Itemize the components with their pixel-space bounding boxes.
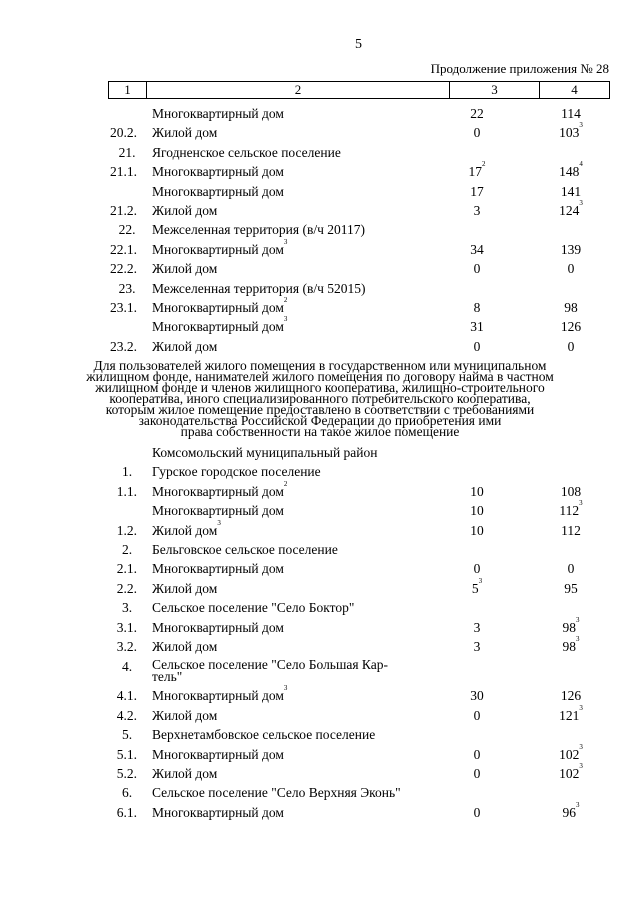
row-value-col4: 126 bbox=[560, 688, 582, 704]
row-value-col3: 0 bbox=[473, 765, 481, 781]
rows-part-2 bbox=[0, 443, 640, 822]
row-number: 6.1. bbox=[116, 804, 137, 820]
row-number: 2. bbox=[121, 542, 133, 558]
column-header-3: 3 bbox=[450, 82, 540, 99]
table-row bbox=[0, 237, 640, 259]
row-value-col3: 3 bbox=[473, 619, 481, 635]
table-row bbox=[0, 337, 640, 356]
row-number: 5. bbox=[121, 727, 133, 743]
row-value-col3-footnote: 2 bbox=[482, 160, 486, 169]
table-row bbox=[0, 783, 640, 802]
row-value-col4: 126 bbox=[560, 319, 582, 335]
row-number: 3.1. bbox=[116, 619, 137, 635]
table-row bbox=[0, 742, 640, 764]
table-row bbox=[0, 686, 640, 705]
row-name: Многоквартирный дом bbox=[152, 183, 284, 199]
table-row bbox=[0, 104, 640, 123]
rows-part-1 bbox=[0, 104, 640, 356]
section-heading-line: жилищном фонде, нанимателей жилого помещения по договору найма в частном bbox=[86, 369, 554, 385]
table-row bbox=[0, 123, 640, 142]
section-heading-line: жилищном фонде и членов жилищного кооператива, жилищно-строительного bbox=[95, 380, 545, 396]
row-number: 5.1. bbox=[116, 746, 137, 762]
row-name: Сельское поселение "Село Верхняя Эконь" bbox=[152, 785, 401, 801]
row-number: 1. bbox=[121, 464, 133, 480]
row-value-col3: 0 bbox=[473, 561, 481, 577]
row-name: Многоквартирный дом$^2$ bbox=[152, 295, 288, 315]
row-name: Жилой дом$^3$ bbox=[152, 518, 221, 538]
row-value-col4: $98^3$ bbox=[562, 634, 580, 654]
table-row bbox=[0, 182, 640, 201]
row-number: 2.1. bbox=[116, 561, 137, 577]
row-name-footnote: 3 bbox=[283, 315, 288, 324]
column-header-1: 1 bbox=[109, 82, 147, 99]
row-value-col4: $102^3$ bbox=[559, 761, 583, 781]
row-value-col3: 10 bbox=[470, 483, 484, 499]
continuation-label: Продолжение приложения № 28 bbox=[430, 61, 609, 76]
table-row bbox=[0, 576, 640, 598]
row-number: 22.1. bbox=[110, 241, 137, 257]
row-value-col4: 108 bbox=[560, 483, 582, 499]
row-name: Многоквартирный дом bbox=[152, 561, 284, 577]
row-value-col4-footnote: 3 bbox=[576, 634, 580, 643]
row-value-col3-footnote: 3 bbox=[478, 576, 483, 585]
row-name: Жилой дом bbox=[152, 338, 218, 354]
table-row bbox=[0, 198, 640, 220]
row-value-col4: 0 bbox=[567, 561, 575, 577]
table-row bbox=[0, 800, 640, 822]
row-number: 20.2. bbox=[110, 125, 137, 141]
table-row bbox=[0, 143, 640, 162]
row-name: Комсомольский муниципальный район bbox=[152, 445, 378, 461]
row-number: 21.2. bbox=[110, 202, 137, 218]
row-name: Жилой дом bbox=[152, 580, 218, 596]
table-row bbox=[0, 443, 640, 462]
row-number: 21. bbox=[118, 144, 136, 160]
row-name-footnote: 3 bbox=[217, 518, 221, 527]
table-row bbox=[0, 634, 640, 656]
table-row bbox=[0, 162, 640, 181]
row-number: 22. bbox=[118, 222, 136, 238]
row-name: Межселенная территория (в/ч 20117) bbox=[152, 222, 365, 238]
table-row bbox=[0, 725, 640, 744]
row-value-col3: 10 bbox=[470, 522, 484, 538]
row-name: Сельское поселение "Село Боктор" bbox=[152, 600, 355, 616]
row-value-col4-footnote: 3 bbox=[579, 742, 583, 751]
column-header-table bbox=[108, 81, 610, 99]
table-row bbox=[0, 656, 640, 686]
row-value-col3: 8 bbox=[473, 299, 481, 315]
row-name: Бельговское сельское поселение bbox=[152, 542, 338, 558]
row-value-col4: 139 bbox=[560, 241, 582, 257]
section-heading-line: права собственности на такое жилое помещение bbox=[180, 424, 460, 440]
row-value-col3: 0 bbox=[473, 261, 481, 277]
row-number: 21.1. bbox=[110, 164, 137, 180]
row-value-col4-footnote: 3 bbox=[576, 615, 580, 624]
table-row bbox=[0, 295, 640, 317]
row-value-col3: 3 bbox=[473, 638, 481, 654]
row-name: Гурское городское поселение bbox=[152, 464, 321, 480]
row-value-col4: 0 bbox=[567, 261, 575, 277]
row-value-col4-footnote: 3 bbox=[579, 761, 583, 770]
row-number: 4.2. bbox=[116, 707, 137, 723]
row-value-col3: 30 bbox=[470, 688, 484, 704]
section-heading-line: законодательства Российской Федерации до приобретения ими bbox=[138, 413, 502, 429]
row-name: Многоквартирный дом$^3$ bbox=[152, 237, 288, 257]
row-name: Жилой дом bbox=[152, 125, 218, 141]
column-header-2: 2 bbox=[147, 82, 450, 99]
section-heading-line: Для пользователей жилого помещения в государственном или муниципальном bbox=[93, 358, 547, 374]
section-heading-line: кооператива, иного специализированного потребительского кооператива, bbox=[109, 391, 531, 407]
row-name bbox=[152, 659, 422, 683]
row-number: 4. bbox=[121, 659, 133, 675]
row-number: 3.2. bbox=[116, 638, 137, 654]
row-name: Жилой дом bbox=[152, 261, 218, 277]
section-heading-line: которым жилое помещение предоставлено в соответствии с требованиями bbox=[105, 402, 535, 418]
row-value-col3: 0 bbox=[473, 804, 481, 820]
table-row bbox=[0, 220, 640, 239]
row-number: 23.2. bbox=[110, 338, 137, 354]
row-name: Многоквартирный дом bbox=[152, 619, 284, 635]
row-name-footnote: 2 bbox=[283, 479, 288, 488]
row-number: 1.2. bbox=[116, 522, 137, 538]
row-name: Многоквартирный дом bbox=[152, 106, 284, 121]
row-name: Жилой дом bbox=[152, 202, 218, 218]
row-value-col4: $148^4$ bbox=[559, 160, 583, 180]
row-value-col3: 0 bbox=[473, 338, 481, 354]
row-name: Многоквартирный дом bbox=[152, 164, 284, 180]
section-heading bbox=[0, 358, 640, 440]
row-name: Многоквартирный дом bbox=[152, 804, 284, 820]
row-name: Верхнетамбовское сельское поселение bbox=[152, 727, 376, 743]
row-value-col4: 141 bbox=[560, 183, 582, 199]
tariff-table-body bbox=[0, 104, 640, 822]
row-value-col4: 114 bbox=[561, 106, 581, 121]
row-value-col4-footnote: 3 bbox=[579, 703, 583, 712]
row-name: Жилой дом bbox=[152, 707, 218, 723]
table-row bbox=[0, 479, 640, 501]
row-number: 23.1. bbox=[110, 299, 137, 315]
row-value-col3: 22 bbox=[470, 106, 484, 121]
row-value-col4-footnote: 3 bbox=[579, 198, 583, 207]
column-header-row bbox=[109, 82, 610, 99]
row-value-col4: $112^3$ bbox=[559, 499, 583, 519]
column-header-4: 4 bbox=[540, 82, 610, 99]
row-number: 22.2. bbox=[110, 261, 137, 277]
table-row bbox=[0, 703, 640, 725]
table-row bbox=[0, 462, 640, 481]
table-row bbox=[0, 598, 640, 617]
row-value-col4: $103^3$ bbox=[559, 121, 583, 141]
row-name-line: тель" bbox=[152, 669, 183, 685]
row-value-col3: 0 bbox=[473, 125, 481, 141]
row-value-col3: 0 bbox=[473, 746, 481, 762]
table-row bbox=[0, 615, 640, 637]
row-value-col4: 98 bbox=[564, 299, 578, 315]
table-row bbox=[0, 279, 640, 298]
row-name: Многоквартирный дом$^3$ bbox=[152, 315, 288, 335]
row-name: Жилой дом bbox=[152, 638, 218, 654]
row-number: 5.2. bbox=[116, 765, 137, 781]
row-value-col4: 112 bbox=[561, 522, 581, 538]
row-value-col4: $98^3$ bbox=[562, 615, 580, 635]
row-value-col3: $5^3$ bbox=[471, 576, 483, 596]
row-name-footnote: 2 bbox=[283, 295, 288, 304]
row-value-col3: 31 bbox=[470, 319, 484, 335]
row-value-col4-footnote: 4 bbox=[579, 160, 583, 169]
row-number: 4.1. bbox=[116, 688, 137, 704]
row-name: Межселенная территория (в/ч 52015) bbox=[152, 280, 366, 296]
table-row bbox=[0, 518, 640, 540]
row-value-col4-footnote: 3 bbox=[579, 499, 583, 508]
row-value-col4-footnote: 3 bbox=[579, 121, 583, 130]
row-value-col3: 10 bbox=[470, 503, 484, 519]
row-value-col4: 0 bbox=[567, 338, 575, 354]
row-value-col4: $121^3$ bbox=[559, 703, 583, 723]
page-number: 5 bbox=[355, 37, 362, 52]
row-number: 1.1. bbox=[116, 483, 137, 499]
table-row bbox=[0, 540, 640, 559]
row-name: Многоквартирный дом$^2$ bbox=[152, 479, 288, 499]
row-name: Жилой дом bbox=[152, 765, 218, 781]
row-number: 3. bbox=[121, 600, 133, 616]
row-value-col4: $96^3$ bbox=[562, 800, 580, 820]
row-name-footnote: 3 bbox=[283, 237, 288, 246]
table-row bbox=[0, 501, 640, 520]
row-value-col3: 0 bbox=[473, 707, 481, 723]
row-number: 23. bbox=[118, 280, 136, 296]
row-name: Многоквартирный дом bbox=[152, 503, 284, 519]
row-value-col3: $17^2$ bbox=[468, 160, 486, 180]
row-name-footnote: 3 bbox=[283, 684, 288, 693]
row-name: Многоквартирный дом bbox=[152, 746, 284, 762]
table-row bbox=[0, 317, 640, 336]
row-value-col3: 17 bbox=[470, 183, 484, 199]
row-value-col4: $102^3$ bbox=[559, 742, 583, 762]
row-name: Ягодненское сельское поселение bbox=[152, 144, 341, 160]
row-number: 2.2. bbox=[116, 580, 137, 596]
table-row bbox=[0, 259, 640, 278]
row-value-col4-footnote: 3 bbox=[576, 800, 580, 809]
table-row bbox=[0, 559, 640, 578]
row-value-col4: $124^3$ bbox=[559, 198, 583, 218]
row-value-col3: 34 bbox=[470, 241, 484, 257]
row-value-col3: 3 bbox=[473, 202, 481, 218]
row-name-line: Сельское поселение "Село Большая Кар- bbox=[152, 657, 388, 673]
row-value-col4: 95 bbox=[564, 580, 578, 596]
row-name: Многоквартирный дом$^3$ bbox=[152, 684, 288, 704]
row-number: 6. bbox=[121, 785, 133, 801]
table-row bbox=[0, 761, 640, 783]
